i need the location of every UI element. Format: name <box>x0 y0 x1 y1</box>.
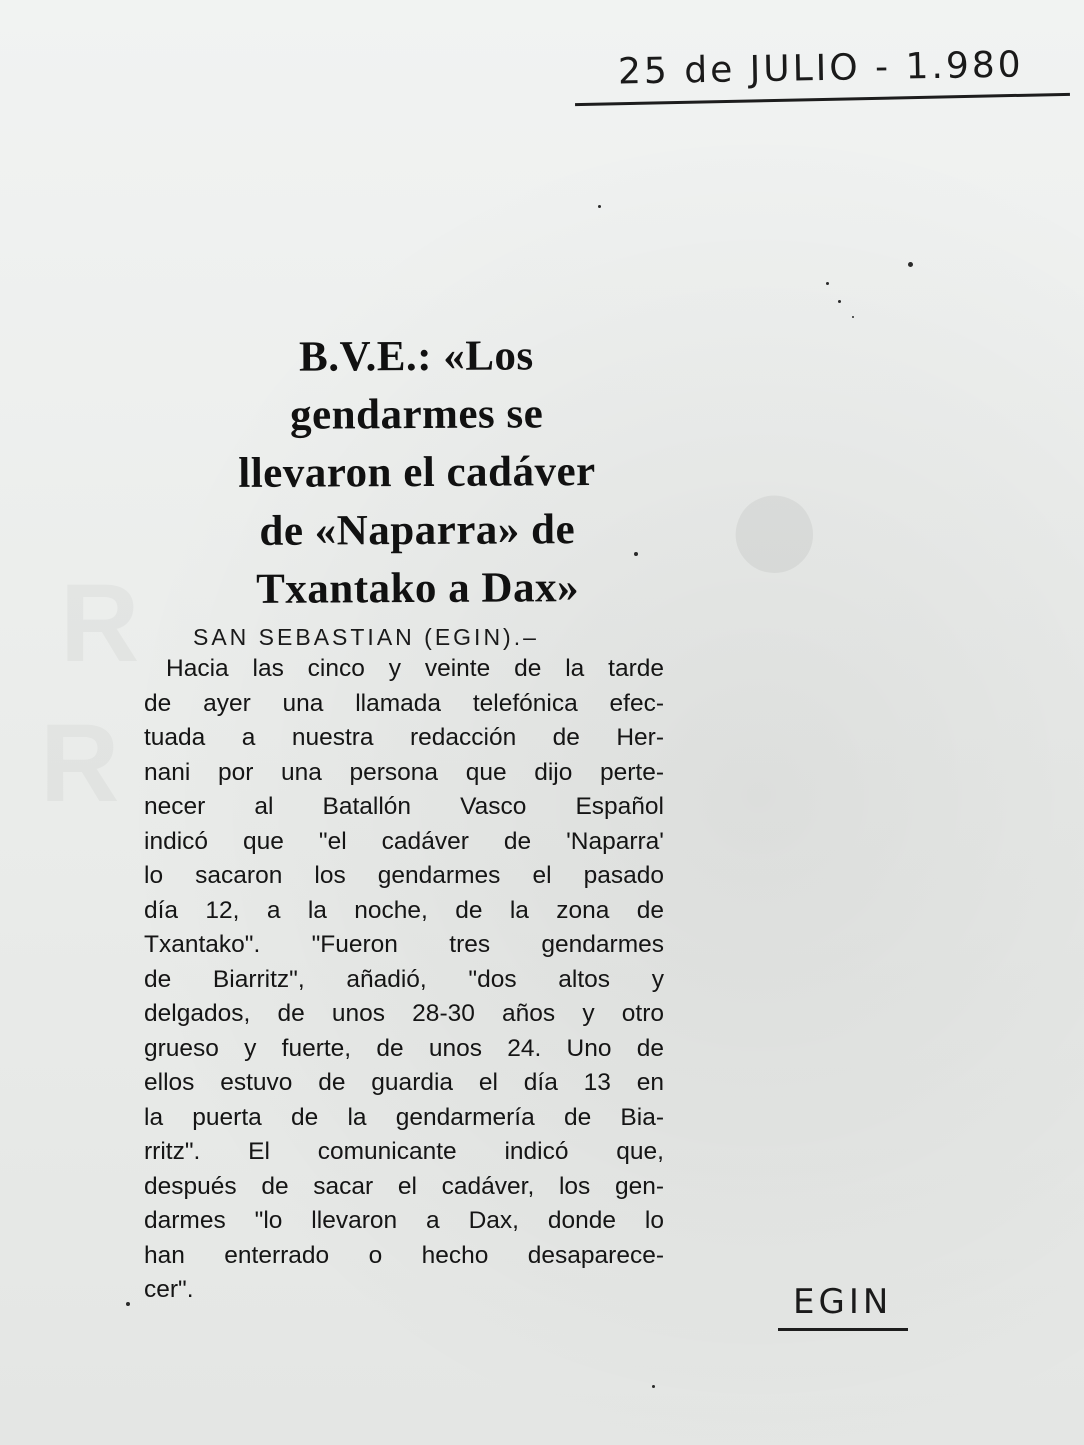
body-line: de ayer una llamada telefónica efec- <box>144 689 664 717</box>
body-line: Hacia las cinco y veinte de la tarde <box>166 655 664 682</box>
handwritten-date: 25 de JULIO - 1.980 <box>617 44 1024 93</box>
body-line: lo sacaron los gendarmes el pasado <box>144 862 664 889</box>
body-line: de Biarritz", añadió, "dos altos y <box>144 965 664 993</box>
article-dateline: SAN SEBASTIAN (EGIN).– <box>193 624 539 650</box>
body-line: necer al Batallón Vasco Español <box>144 793 664 820</box>
dust-speck <box>126 1302 130 1306</box>
headline-line: gendarmes se <box>289 390 544 439</box>
dust-speck <box>838 300 841 303</box>
article-body <box>144 652 664 1308</box>
dust-speck <box>598 205 601 208</box>
body-line: grueso y fuerte, de unos 24. Uno de <box>144 1034 664 1062</box>
bleed-through-shape <box>60 560 139 687</box>
bleed-through-shape <box>40 700 119 827</box>
dust-speck <box>652 1385 655 1388</box>
dust-speck <box>908 262 913 267</box>
body-line: nani por una persona que dijo perte- <box>144 758 664 786</box>
body-line: la puerta de la gendarmería de Bia- <box>144 1103 664 1131</box>
body-line: ellos estuvo de guardia el día 13 en <box>144 1069 664 1096</box>
handwritten-source: EGIN <box>793 1282 893 1322</box>
bleed-through-shape: ● <box>720 423 829 624</box>
handwritten-source-underline <box>778 1328 908 1331</box>
body-line: indicó que "el cadáver de 'Naparra' <box>144 827 664 855</box>
article-headline <box>171 327 663 620</box>
body-line: han enterrado o hecho desaparece- <box>144 1241 664 1269</box>
body-line: Txantako". "Fueron tres gendarmes <box>144 931 664 958</box>
body-line: rritz". El comunicante indicó que, <box>144 1138 664 1165</box>
dust-speck <box>852 316 854 318</box>
headline-line: B.V.E.: «Los <box>298 332 534 381</box>
body-line: después de sacar el cadáver, los gen- <box>144 1172 664 1200</box>
dust-speck <box>634 552 638 556</box>
dust-speck <box>826 282 829 285</box>
handwritten-date-underline <box>575 93 1070 106</box>
body-line: cer". <box>144 1276 194 1303</box>
body-line: día 12, a la noche, de la zona de <box>144 896 664 924</box>
body-line: darmes "lo llevaron a Dax, donde lo <box>144 1207 664 1234</box>
body-line: tuada a nuestra redacción de Her- <box>144 724 664 751</box>
headline-line: de «Naparra» de <box>259 506 576 555</box>
headline-line: llevaron el cadáver <box>238 448 596 497</box>
headline-line: Txantako a Dax» <box>256 564 580 613</box>
body-line: delgados, de unos 28-30 años y otro <box>144 1000 664 1027</box>
